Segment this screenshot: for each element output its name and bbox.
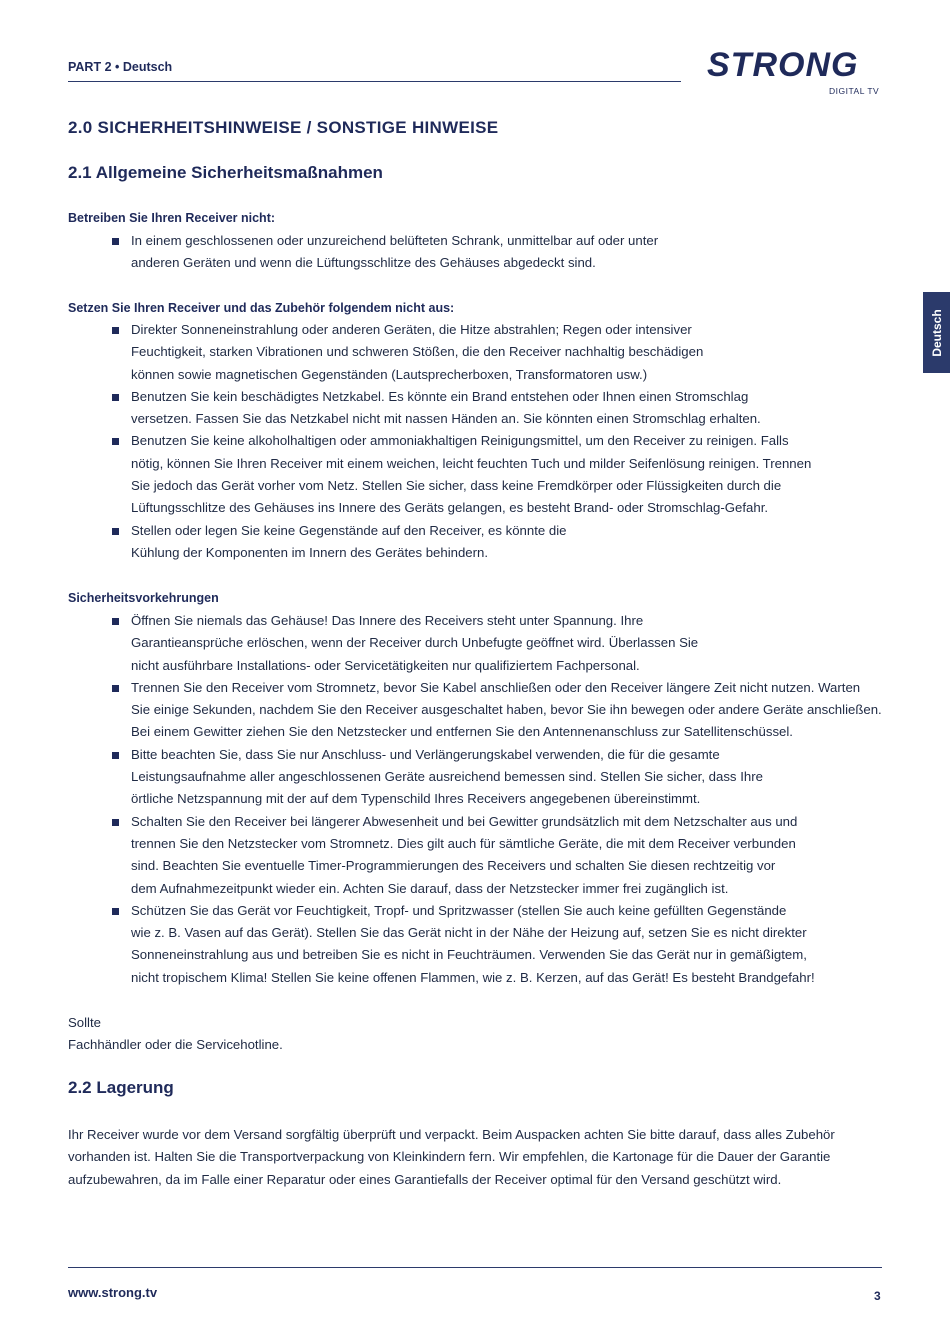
storage-paragraph bbox=[68, 1124, 868, 1191]
closing-paragraph bbox=[68, 1012, 868, 1057]
subsection-title-storage: 2.2 Lagerung bbox=[68, 1078, 174, 1097]
list-item-line: Kühlung der Komponenten im Innern des Gerätes behindern. bbox=[131, 544, 489, 560]
list-operation bbox=[112, 230, 892, 275]
list-item-line: Trennen Sie den Receiver vom Stromnetz, bevor Sie Kabel anschließen oder den Receiver längere Zeit nicht nutzen. Warten bbox=[131, 679, 861, 695]
logo-subtitle: DIGITAL TV bbox=[829, 86, 880, 96]
group-heading-operation: Betreiben Sie Ihren Receiver nicht: bbox=[68, 211, 276, 225]
list-item-line: nicht ausführbare Installations- oder Servicetätigkeiten nur qualifiziertem Fachpersonal. bbox=[131, 657, 640, 673]
paragraph-line: Fachhändler oder die Servicehotline. bbox=[68, 1037, 283, 1053]
list-item-line: trennen Sie den Netzstecker vom Stromnetz. Dies gilt auch für sämtliche Geräte, die mit dem Receiver verbunden bbox=[131, 835, 796, 851]
list-item-line: Garantieansprüche erlöschen, wenn der Receiver durch Unbefugte geöffnet wird. Überlassen Sie bbox=[131, 635, 699, 651]
list-item-line: Schalten Sie den Receiver bei längerer Abwesenheit und bei Gewitter grundsätzlich mit dem Netzschalter aus und bbox=[131, 813, 798, 829]
list-item bbox=[112, 520, 892, 565]
section-title: 2.0 SICHERHEITSHINWEISE / SONSTIGE HINWEISE bbox=[68, 118, 499, 137]
list-item-line: Direkter Sonneneinstrahlung oder anderen Geräten, die Hitze abstrahlen; Regen oder intensiver bbox=[131, 322, 692, 337]
list-item bbox=[112, 386, 892, 431]
group-heading-precautions: Sicherheitsvorkehrungen bbox=[68, 591, 219, 605]
square-bullet-icon bbox=[112, 327, 119, 334]
square-bullet-icon bbox=[112, 908, 119, 915]
list-item-line: nicht tropischem Klima! Stellen Sie keine offenen Flammen, wie z. B. Kerzen, auf das Gerät! Es besteht Brandgefahr! bbox=[131, 969, 815, 985]
page-number: 3 bbox=[874, 1289, 881, 1303]
list-item-line: Sonneneinstrahlung aus und betreiben Sie es nicht in Feuchträumen. Verwenden Sie das Gerät nur in gemäßigtem, bbox=[131, 947, 807, 963]
list-item-line: nötig, können Sie Ihren Receiver mit einem weichen, leicht feuchten Tuch und milder Seifenlösung reinigen. Trennen bbox=[131, 455, 812, 471]
footer-url: www.strong.tv bbox=[68, 1285, 158, 1300]
side-tab-label: Deutsch bbox=[929, 308, 944, 357]
paragraph-line: Sollte bbox=[68, 1015, 101, 1030]
list-item-line: versetzen. Fassen Sie das Netzkabel nicht mit nassen Händen an. Sie könnten einen Stromschlag erhalten. bbox=[131, 411, 761, 427]
list-item-line: Feuchtigkeit, starken Vibrationen und schweren Stößen, die den Receiver nachhaltig beschädigen bbox=[131, 344, 704, 360]
list-item-line: Öffnen Sie niemals das Gehäuse! Das Innere des Receivers steht unter Spannung. Ihre bbox=[131, 613, 644, 628]
header-divider bbox=[68, 81, 681, 82]
paragraph-line: aufzubewahren, da im Falle einer Reparatur oder eines Garantiefalls der Receiver optimal für den Versand geschützt wird. bbox=[68, 1171, 782, 1187]
list-item-line: können sowie magnetischen Gegenständen (Lautsprecherboxen, Transformatoren usw.) bbox=[131, 366, 648, 382]
square-bullet-icon bbox=[112, 752, 119, 759]
list-item-line: Schützen Sie das Gerät vor Feuchtigkeit, Tropf- und Spritzwasser (stellen Sie auch keine gefüllten Gegenstände bbox=[131, 902, 787, 918]
subsection-title-safety: 2.1 Allgemeine Sicherheitsmaßnahmen bbox=[68, 163, 383, 182]
list-item-line: wie z. B. Vasen auf das Gerät). Stellen Sie das Gerät nicht in der Nähe der Heizung auf, setzen Sie es nicht direkter bbox=[131, 925, 807, 941]
square-bullet-icon bbox=[112, 618, 119, 625]
square-bullet-icon bbox=[112, 685, 119, 692]
list-item-line: Benutzen Sie kein beschädigtes Netzkabel. Es könnte ein Brand entstehen oder Ihnen einen Stromschlag bbox=[131, 388, 749, 404]
list-item-line: dem Aufnahmezeitpunkt wieder ein. Achten Sie darauf, dass der Netzstecker immer frei zugänglich ist. bbox=[131, 880, 729, 896]
logo-wordmark: STRONG bbox=[707, 46, 859, 84]
square-bullet-icon bbox=[112, 394, 119, 401]
list-item-line: Stellen oder legen Sie keine Gegenstände auf den Receiver, es könnte die bbox=[131, 522, 567, 538]
list-item-line: anderen Geräten und wenn die Lüftungsschlitze des Gehäuses abgedeckt sind. bbox=[131, 255, 596, 271]
list-item-line: Benutzen Sie keine alkoholhaltigen oder ammoniakhaltigen Reinigungsmittel, um den Receiver zu reinigen. Falls bbox=[131, 433, 789, 449]
list-item-line: örtliche Netzspannung mit der auf dem Typenschild Ihres Receivers angegebenen übereinstimmt. bbox=[131, 791, 701, 807]
paragraph-line: vorhanden ist. Halten Sie die Transportverpackung von Kleinkindern fern. Wir empfehlen, die Kartonage für die Dauer der Garantie bbox=[68, 1149, 831, 1165]
square-bullet-icon bbox=[112, 438, 119, 445]
header-part-label: PART 2 • Deutsch bbox=[68, 60, 173, 74]
list-item-line: Lüftungsschlitze des Gehäuses ins Innere des Geräts gelangen, es besteht Brand- oder Stromschlag-Gefahr. bbox=[131, 500, 769, 516]
list-item-line: sind. Beachten Sie eventuelle Timer-Programmierungen des Receivers und schalten Sie diesen rechtzeitig vor bbox=[131, 858, 776, 874]
group-heading-exposure: Setzen Sie Ihren Receiver und das Zubehör folgendem nicht aus: bbox=[68, 301, 455, 315]
list-item-line: Sie jedoch das Gerät vorher vom Netz. Stellen Sie sicher, dass keine Fremdkörper oder Flüssigkeiten durch die bbox=[131, 478, 782, 494]
list-item bbox=[112, 430, 892, 519]
list-item bbox=[112, 677, 892, 744]
list-precautions bbox=[112, 610, 892, 989]
list-item-line: In einem geschlossenen oder unzureichend belüfteten Schrank, unmittelbar auf oder unter bbox=[131, 233, 659, 248]
list-item-line: Bei einem Gewitter ziehen Sie den Netzstecker und entfernen Sie den Antennenanschluss zur Satellitenschüssel. bbox=[131, 724, 793, 740]
paragraph-line: Ihr Receiver wurde vor dem Versand sorgfältig überprüft und verpackt. Beim Auspacken achten Sie bitte darauf, dass alles Zubehör bbox=[68, 1127, 835, 1142]
list-item bbox=[112, 230, 892, 275]
list-item-line: Leistungsaufnahme aller angeschlossenen Geräte ausreichend bemessen sind. Stellen Sie sicher, dass Ihre bbox=[131, 769, 763, 785]
list-item-line: Sie einige Sekunden, nachdem Sie den Receiver ausgeschaltet haben, bevor Sie ihn bewegen oder andere Geräte anschließen. bbox=[131, 702, 882, 718]
list-item bbox=[112, 900, 892, 989]
list-item bbox=[112, 744, 892, 811]
list-exposure bbox=[112, 319, 892, 564]
square-bullet-icon bbox=[112, 238, 119, 245]
list-item-line: Bitte beachten Sie, dass Sie nur Anschluss- und Verlängerungskabel verwenden, die für die gesamte bbox=[131, 746, 720, 762]
list-item bbox=[112, 811, 892, 900]
square-bullet-icon bbox=[112, 819, 119, 826]
footer-divider bbox=[68, 1267, 882, 1268]
list-item bbox=[112, 610, 892, 677]
list-item bbox=[112, 319, 892, 386]
square-bullet-icon bbox=[112, 528, 119, 535]
language-side-tab bbox=[923, 292, 950, 373]
